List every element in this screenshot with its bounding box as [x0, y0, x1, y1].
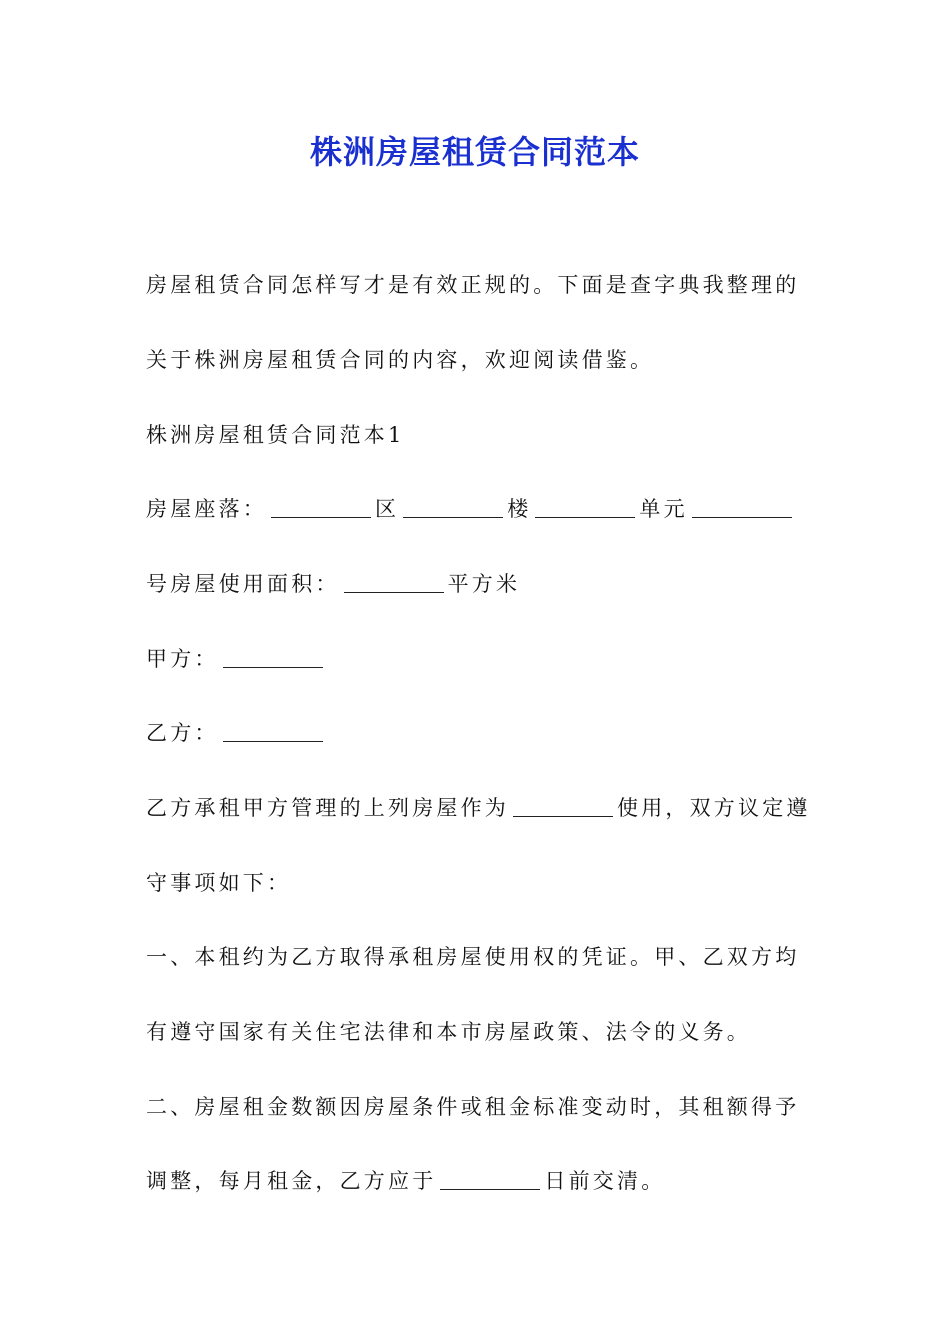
intro-line-1: 房屋租赁合同怎样写才是有效正规的。下面是查字典我整理的	[146, 273, 800, 297]
building-blank	[403, 497, 503, 518]
lease-line-2: 守事项如下：	[146, 871, 292, 895]
area-suffix: 平方米	[447, 572, 521, 596]
clause-2-line-2-post: 日前交清。	[544, 1169, 666, 1193]
party-a-line	[146, 644, 816, 674]
party-a-label: 甲方：	[146, 647, 219, 671]
intro-line-2: 关于株洲房屋租赁合同的内容，欢迎阅读借鉴。	[146, 348, 655, 372]
district-label: 区	[375, 497, 400, 521]
number-blank	[692, 497, 792, 518]
clause-1-line-2: 有遵守国家有关住宅法律和本市房屋政策、法令的义务。	[146, 1020, 751, 1044]
clause-2-line-2	[146, 1166, 816, 1196]
location-line	[146, 494, 816, 524]
lease-line-1-post: 使用，双方议定遵	[617, 796, 811, 820]
section-heading: 株洲房屋租赁合同范本1	[146, 423, 405, 447]
party-b-label: 乙方：	[146, 721, 219, 745]
party-a-blank	[223, 647, 323, 668]
lease-line-1-pre: 乙方承租甲方管理的上列房屋作为	[146, 796, 509, 820]
area-prefix: 号房屋使用面积：	[146, 572, 340, 596]
party-b-line	[146, 718, 816, 748]
area-line	[146, 569, 816, 599]
clause-1-line-1: 一、本租约为乙方取得承租房屋使用权的凭证。甲、乙双方均	[146, 945, 800, 969]
clause-2-line-1: 二、房屋租金数额因房屋条件或租金标准变动时，其租额得予	[146, 1095, 800, 1119]
payment-date-blank	[440, 1169, 540, 1190]
document-title: 株洲房屋租赁合同范本	[309, 133, 640, 171]
area-blank	[344, 572, 444, 593]
unit-blank	[535, 497, 635, 518]
unit-label: 单元	[639, 497, 688, 521]
lease-line-1	[146, 793, 816, 823]
district-blank	[271, 497, 371, 518]
building-label: 楼	[507, 497, 532, 521]
clause-2-line-2-pre: 调整，每月租金，乙方应于	[146, 1169, 437, 1193]
location-label: 房屋座落：	[146, 497, 267, 521]
party-b-blank	[223, 721, 323, 742]
usage-blank	[513, 796, 613, 817]
